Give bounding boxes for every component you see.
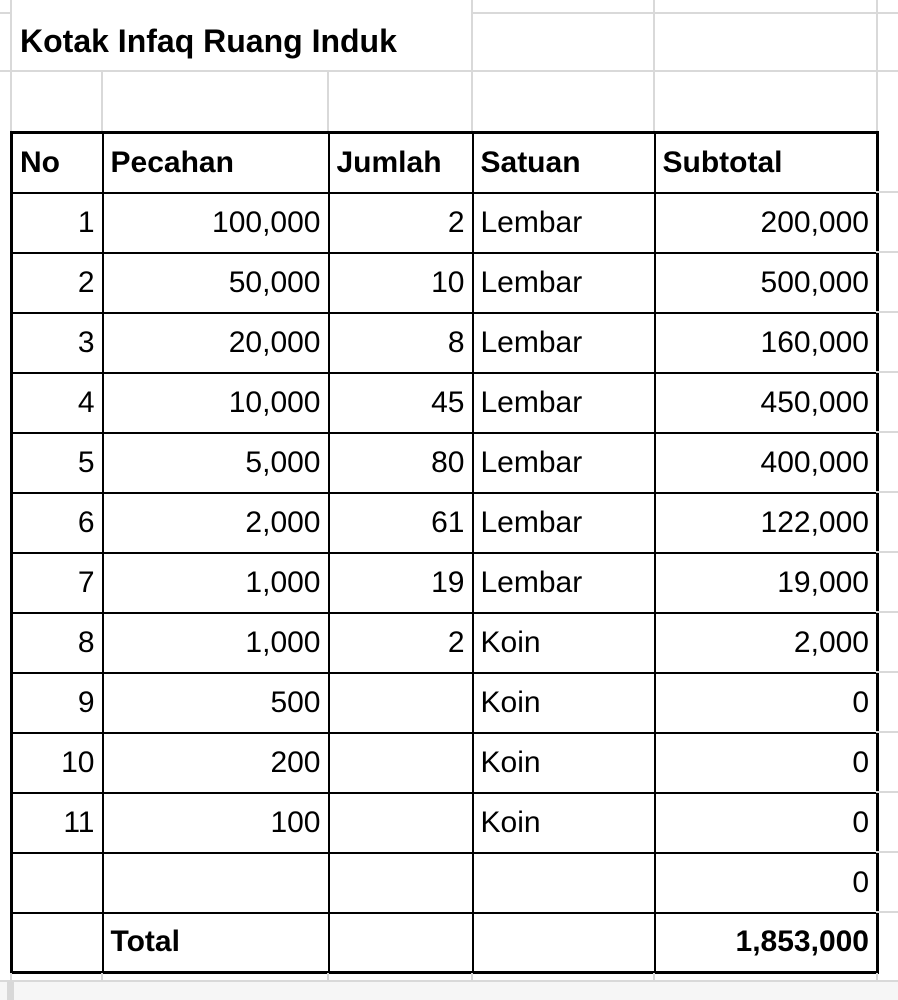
cell-pecahan[interactable]: 200	[103, 733, 329, 793]
gridline	[876, 731, 898, 733]
cell-subtotal[interactable]: 500,000	[655, 253, 878, 313]
cell-no[interactable]: 7	[12, 553, 103, 613]
cell-no[interactable]: 5	[12, 433, 103, 493]
table-row	[12, 493, 878, 553]
table-row	[12, 673, 878, 733]
cell-subtotal[interactable]: 0	[655, 673, 878, 733]
cell-satuan[interactable]: Koin	[473, 673, 655, 733]
table-row	[12, 193, 878, 253]
cell-jumlah[interactable]: 2	[329, 613, 473, 673]
gridline	[876, 431, 898, 433]
cell-no[interactable]	[12, 853, 103, 913]
cell-jumlah[interactable]: 10	[329, 253, 473, 313]
cell-pecahan[interactable]: 50,000	[103, 253, 329, 313]
cell-satuan[interactable]: Lembar	[473, 253, 655, 313]
gridline	[101, 71, 103, 131]
gridline	[876, 251, 898, 253]
cell-subtotal[interactable]: 122,000	[655, 493, 878, 553]
table-row	[12, 853, 878, 913]
cell-no[interactable]: 9	[12, 673, 103, 733]
total-row	[12, 913, 878, 973]
cell-jumlah[interactable]: 2	[329, 193, 473, 253]
cell-jumlah[interactable]: 8	[329, 313, 473, 373]
cell-subtotal[interactable]: 19,000	[655, 553, 878, 613]
cell-satuan[interactable]	[473, 913, 655, 973]
table-row	[12, 733, 878, 793]
gridline	[876, 551, 898, 553]
total-label[interactable]: Total	[103, 913, 329, 973]
cell-jumlah[interactable]	[329, 673, 473, 733]
cell-jumlah[interactable]: 45	[329, 373, 473, 433]
cell-jumlah[interactable]	[329, 853, 473, 913]
cell-satuan[interactable]: Lembar	[473, 433, 655, 493]
cell-satuan[interactable]: Lembar	[473, 193, 655, 253]
cell-satuan[interactable]: Koin	[473, 613, 655, 673]
column-header-no[interactable]: No	[12, 133, 103, 193]
column-header-satuan[interactable]: Satuan	[473, 133, 655, 193]
gridline	[471, 0, 473, 131]
gridline	[876, 311, 898, 313]
cell-pecahan[interactable]: 100,000	[103, 193, 329, 253]
cell-satuan[interactable]: Koin	[473, 733, 655, 793]
cell-subtotal[interactable]: 200,000	[655, 193, 878, 253]
cell-pecahan[interactable]: 2,000	[103, 493, 329, 553]
gridline	[876, 851, 898, 853]
gridline	[876, 671, 898, 673]
cell-no[interactable]: 6	[12, 493, 103, 553]
cell-no[interactable]: 1	[12, 193, 103, 253]
cell-satuan[interactable]: Lembar	[473, 553, 655, 613]
cell-satuan[interactable]: Lembar	[473, 373, 655, 433]
cell-subtotal[interactable]: 0	[655, 853, 878, 913]
gridline	[876, 191, 898, 193]
cell-pecahan[interactable]: 5,000	[103, 433, 329, 493]
gridline	[876, 491, 898, 493]
table-row	[12, 253, 878, 313]
cell-pecahan[interactable]: 1,000	[103, 553, 329, 613]
table-row	[12, 553, 878, 613]
cell-pecahan[interactable]: 20,000	[103, 313, 329, 373]
column-header-jumlah[interactable]: Jumlah	[329, 133, 473, 193]
cell-pecahan[interactable]: 500	[103, 673, 329, 733]
cell-jumlah[interactable]: 19	[329, 553, 473, 613]
cell-subtotal[interactable]: 0	[655, 733, 878, 793]
table-row	[12, 793, 878, 853]
cell-jumlah[interactable]	[329, 913, 473, 973]
gridline	[10, 0, 12, 131]
cell-jumlah[interactable]: 80	[329, 433, 473, 493]
cell-no[interactable]: 8	[12, 613, 103, 673]
gridline	[0, 12, 10, 14]
column-header-subtotal[interactable]: Subtotal	[655, 133, 878, 193]
header-row	[12, 133, 878, 193]
gridline	[876, 371, 898, 373]
gridline	[471, 12, 898, 14]
cell-subtotal[interactable]: 160,000	[655, 313, 878, 373]
cell-no[interactable]: 3	[12, 313, 103, 373]
cell-pecahan[interactable]: 10,000	[103, 373, 329, 433]
cell-subtotal[interactable]: 400,000	[655, 433, 878, 493]
sheet-title-cell[interactable]: Kotak Infaq Ruang Induk	[20, 23, 397, 59]
cell-no[interactable]: 4	[12, 373, 103, 433]
cell-no[interactable]	[12, 913, 103, 973]
gridline	[876, 911, 898, 913]
gridline	[876, 791, 898, 793]
sheet-edge-band	[7, 982, 14, 1000]
cell-jumlah[interactable]: 61	[329, 493, 473, 553]
table-row	[12, 613, 878, 673]
table-row	[12, 373, 878, 433]
cell-pecahan[interactable]	[103, 853, 329, 913]
cell-subtotal[interactable]: 0	[655, 793, 878, 853]
cell-subtotal[interactable]: 450,000	[655, 373, 878, 433]
cell-pecahan[interactable]: 100	[103, 793, 329, 853]
cell-jumlah[interactable]	[329, 733, 473, 793]
cell-subtotal[interactable]: 2,000	[655, 613, 878, 673]
cell-satuan[interactable]	[473, 853, 655, 913]
cell-pecahan[interactable]: 1,000	[103, 613, 329, 673]
cell-no[interactable]: 2	[12, 253, 103, 313]
cell-satuan[interactable]: Lembar	[473, 493, 655, 553]
table-row	[12, 433, 878, 493]
total-value[interactable]: 1,853,000	[655, 913, 878, 973]
gridline	[876, 611, 898, 613]
gridline	[876, 0, 878, 131]
data-table	[10, 131, 879, 974]
cell-jumlah[interactable]	[329, 793, 473, 853]
column-header-pecahan[interactable]: Pecahan	[103, 133, 329, 193]
sheet-edge-area	[0, 982, 898, 1000]
gridline	[653, 0, 655, 131]
cell-no[interactable]: 10	[12, 733, 103, 793]
gridline	[0, 70, 898, 72]
cell-satuan[interactable]: Lembar	[473, 313, 655, 373]
gridline	[327, 71, 329, 131]
cell-satuan[interactable]: Koin	[473, 793, 655, 853]
table-row	[12, 313, 878, 373]
cell-no[interactable]: 11	[12, 793, 103, 853]
